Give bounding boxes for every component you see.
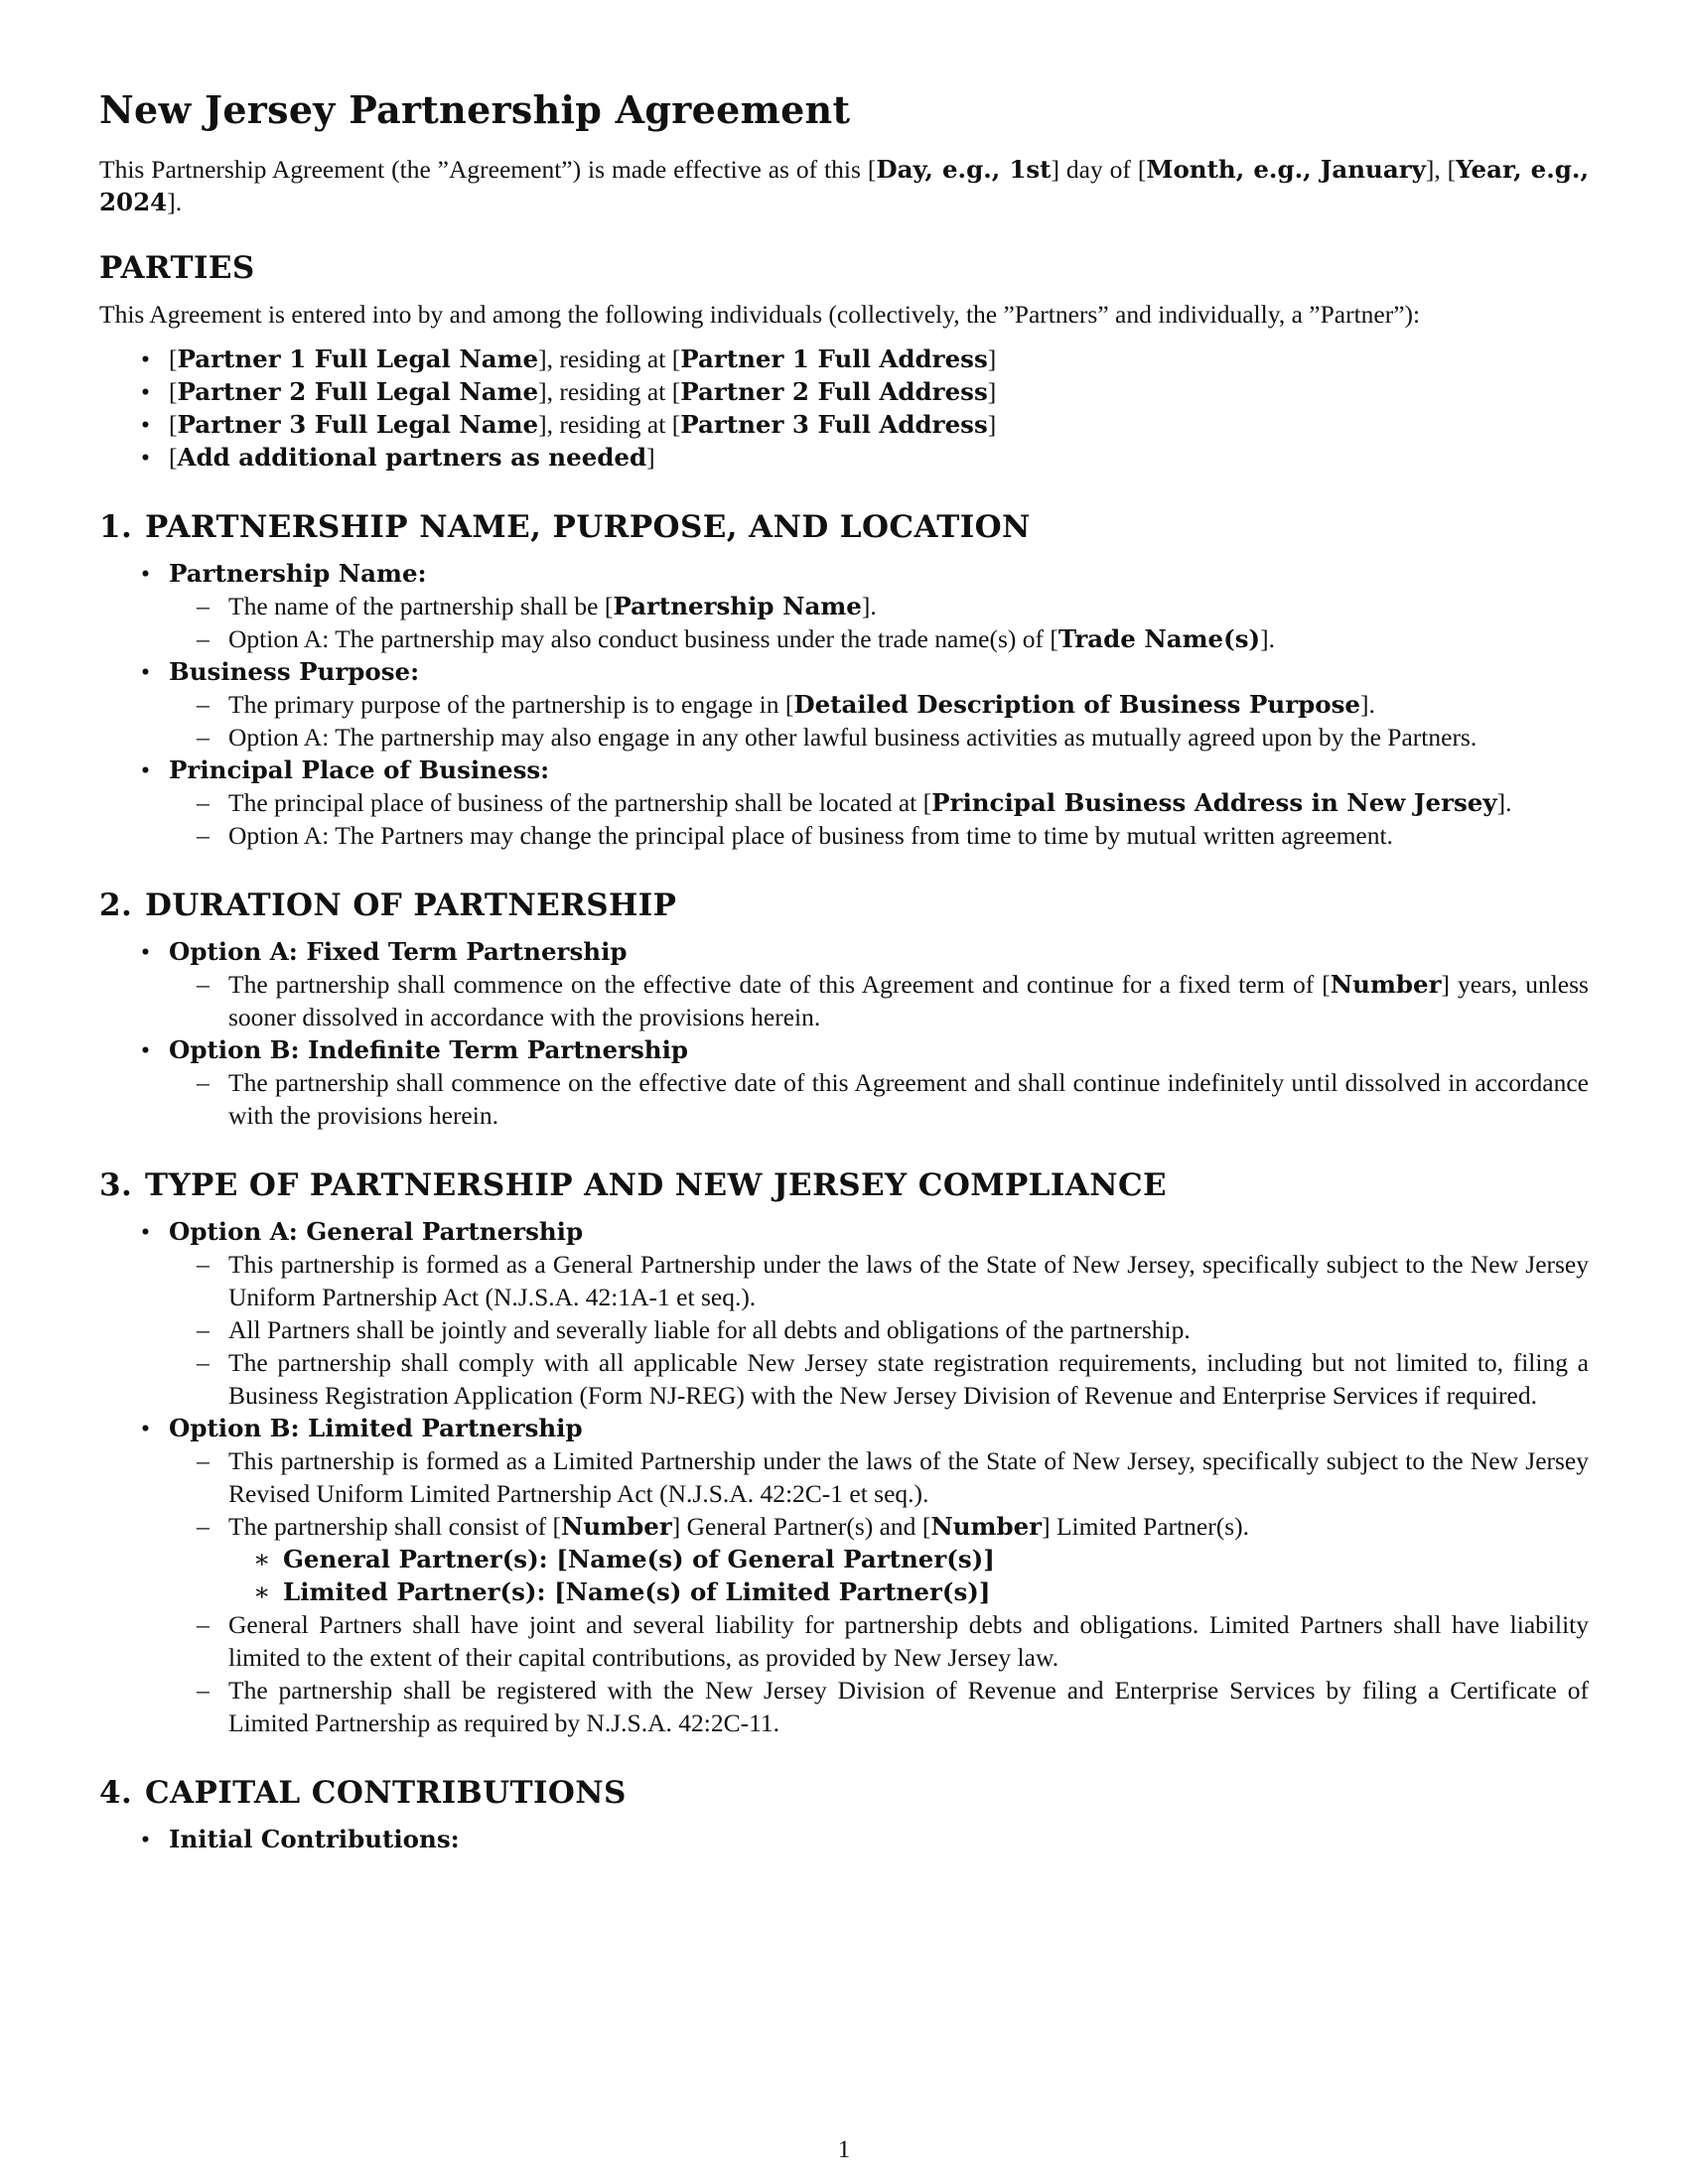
section-heading-1: 1. PARTNERSHIP NAME, PURPOSE, AND LOCATION <box>99 509 1031 545</box>
intro-paragraph: This Partnership Agreement (the ”Agreement”) is made effective as of this [Day, e.g., 1st] day of [Month, e.g., January], [Year, e.g., 2024]. <box>99 155 1589 216</box>
section-heading-2: 2. DURATION OF PARTNERSHIP <box>99 887 677 923</box>
list-item: • Option A: General Partnership – This partnership is formed as a General Partnership under the laws of the State of New Jersey, specifically subject to the New Jersey Uniform Partnership Act (N.J.S.A. 42:1A-1 et seq.). – All Partners shall be jointly and severally liable for all debts and obligations of the partnership. – The partnership shall comply with all applicable New Jersey state registration requirements, including but not limited to, filing a Business Registration Application (Form NJ-REG) with the New Jersey Division of Revenue and Enterprise Services if required. <box>141 1217 1589 1410</box>
list-item: – Option A: The Partners may change the principal place of business from time to time by mutual written agreement. <box>197 821 1393 850</box>
list-item: – The partnership shall consist of [Number] General Partner(s) and [Number] Limited Partner(s). ∗ General Partner(s): [Name(s) of General Partner(s)] ∗ Limited Partner(s): [Name(s) of Limited Partner(s)] <box>228 1510 1589 1608</box>
list-item: • Option A: Fixed Term Partnership – The partnership shall commence on the effective date of this Agreement and continue for a fixed term of [Number] years, unless sooner dissolved in accordance with the provisions herein. <box>141 937 1589 1031</box>
list-item: • Option B: Indefinite Term Partnership – The partnership shall commence on the effective date of this Agreement and shall continue indefinitely until dissolved in accordance with the provisions herein. <box>141 1035 1589 1130</box>
placeholder-day: Day, e.g., 1st <box>876 155 1052 184</box>
list-item: – All Partners shall be jointly and severally liable for all debts and obligations of the partnership. <box>197 1315 1191 1344</box>
list-item: – The partnership shall commence on the effective date of this Agreement and shall continue indefinitely until dissolved in accordance with the provisions herein. <box>197 1068 1589 1130</box>
section-2-list <box>99 935 1589 1132</box>
document-title: New Jersey Partnership Agreement <box>99 87 851 132</box>
list-item: • [Partner 3 Full Legal Name], residing at [Partner 3 Full Address] <box>141 410 997 439</box>
list-item: ∗ General Partner(s): [Name(s) of General Partner(s)] <box>253 1545 995 1573</box>
list-item: • Partnership Name: – The name of the partnership shall be [Partnership Name]. – Option A: The partnership may also conduct business under the trade name(s) of [Trade Name(s)]. <box>169 557 1589 655</box>
parties-paragraph: This Agreement is entered into by and among the following individuals (collectively, the ”Partners” and individually, a ”Partner”): <box>99 300 1421 329</box>
list-item: • [Partner 1 Full Legal Name], residing at [Partner 1 Full Address] <box>141 344 997 373</box>
list-item: • Principal Place of Business: – The principal place of business of the partnership shall be located at [Principal Business Address in New Jersey]. – Option A: The Partners may change the principal place of business from time to time by mutual written agreement. <box>169 753 1589 852</box>
placeholder-year: Year, e.g., 2024 <box>99 155 1589 216</box>
list-item: • [Partner 2 Full Legal Name], residing at [Partner 2 Full Address] <box>141 377 997 406</box>
list-item: • Initial Contributions: <box>141 1825 460 1853</box>
list-item: – Option A: The partnership may also conduct business under the trade name(s) of [Trade Name(s)]. <box>197 624 1275 653</box>
list-item: – The partnership shall commence on the effective date of this Agreement and continue for a fixed term of [Number] years, unless sooner dissolved in accordance with the provisions herein. <box>197 970 1589 1031</box>
section-heading-4: 4. CAPITAL CONTRIBUTIONS <box>99 1775 627 1811</box>
list-item: – The name of the partnership shall be [Partnership Name]. <box>197 592 877 620</box>
section-heading-parties: PARTIES <box>99 250 255 286</box>
list-item: – General Partners shall have joint and several liability for partnership debts and obligations. Limited Partners shall have liability limited to the extent of their capital contributions, as provided by New Jersey law. <box>197 1610 1589 1672</box>
section-1-list <box>99 557 1589 852</box>
section-heading-3: 3. TYPE OF PARTNERSHIP AND NEW JERSEY COMPLIANCE <box>99 1167 1168 1203</box>
parties-list <box>99 342 1589 474</box>
list-item: – The primary purpose of the partnership is to engage in [Detailed Description of Business Purpose]. <box>197 690 1375 719</box>
list-item: – This partnership is formed as a Limited Partnership under the laws of the State of New Jersey, specifically subject to the New Jersey Revised Uniform Limited Partnership Act (N.J.S.A. 42:2C-1 et seq.). <box>197 1446 1589 1508</box>
page-number: 1 <box>837 2136 851 2163</box>
section-3-list <box>99 1215 1589 1739</box>
placeholder-month: Month, e.g., January <box>1146 155 1426 184</box>
list-item: – The principal place of business of the partnership shall be located at [Principal Business Address in New Jersey]. <box>197 788 1512 817</box>
list-item: • [Add additional partners as needed] <box>141 443 655 472</box>
section-4-list <box>99 1823 1589 1855</box>
list-item: • Business Purpose: – The primary purpose of the partnership is to engage in [Detailed Description of Business Purpose]. – Option A: The partnership may also engage in any other lawful business activities as mutually agreed upon by the Partners. <box>169 655 1589 753</box>
list-item: ∗ Limited Partner(s): [Name(s) of Limited Partner(s)] <box>253 1577 991 1606</box>
list-item: – Option A: The partnership may also engage in any other lawful business activities as mutually agreed upon by the Partners. <box>197 723 1477 751</box>
list-item: – The partnership shall comply with all applicable New Jersey state registration requirements, including but not limited to, filing a Business Registration Application (Form NJ-REG) with the New Jersey Division of Revenue and Enterprise Services if required. <box>197 1348 1589 1410</box>
list-item: – The partnership shall be registered with the New Jersey Division of Revenue and Enterprise Services by filing a Certificate of Limited Partnership as required by N.J.S.A. 42:2C-11. <box>197 1676 1589 1737</box>
document-page <box>99 87 1589 1855</box>
list-item: • Option B: Limited Partnership – This partnership is formed as a Limited Partnership under the laws of the State of New Jersey, specifically subject to the New Jersey Revised Uniform Limited Partnership Act (N.J.S.A. 42:2C-1 et seq.). – The partnership shall consist of [Number] General Partner(s) and [Number] Limited Partner(s). ∗ General Partner(s): [Name(s) of General Partner(s)] ∗ Limited Partner(s): [Name(s) of Limited Partner(s)] – General Partners shall have joint and several liability for partnership debts and obligations. Limited Partners shall have liability limited to the extent of their capital contributions, as provided by New Jersey law. – The partnership shall be registered with the New Jersey Division of Revenue and Enterprise Services by filing a Certificate of Limited Partnership as required by N.J.S.A. 42:2C-11. <box>141 1414 1589 1737</box>
list-item: – This partnership is formed as a General Partnership under the laws of the State of New Jersey, specifically subject to the New Jersey Uniform Partnership Act (N.J.S.A. 42:1A-1 et seq.). <box>197 1250 1589 1311</box>
